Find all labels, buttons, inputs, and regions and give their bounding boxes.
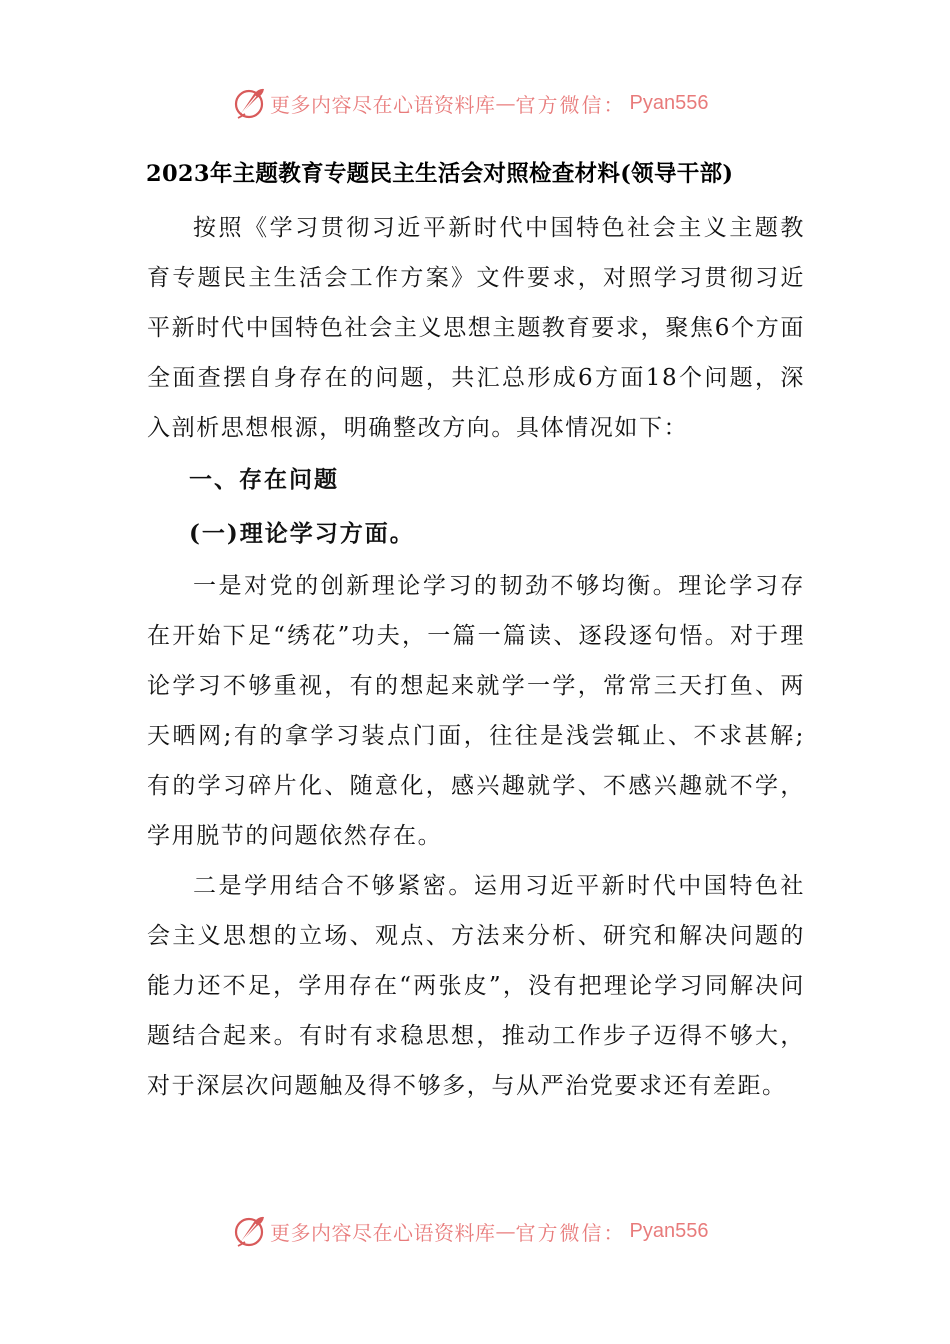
point-two-paragraph: 二是学用结合不够紧密。运用习近平新时代中国特色社会主义思想的立场、观点、方法来分析、研究和解决问题的能力还不足，学用存在“两张皮”，没有把理论学习同解决问题结合起来。有时有求稳思想，推动工作步子迈得不够大，对于深层次问题触及得不够多，与从严治党要求还有差距。 [147, 873, 805, 1099]
watermark-site-text: 更多内容尽在心语资料库 [270, 92, 496, 117]
intro-paragraph: 按照《学习贯彻习近平新时代中国特色社会主义主题教育专题民主生活会工作方案》文件要求，对照学习贯彻习近平新时代中国特色社会主义思想主题教育要求，聚焦6个方面全面查摆自身存在的问题，共汇总形成6方面18个问题，深入剖析思想根源，明确整改方向。具体情况如下： [147, 215, 805, 441]
watermark-label: 官方微信： [515, 92, 626, 117]
watermark-separator: — [495, 91, 516, 115]
watermark-site-text: 更多内容尽在心语资料库 [270, 1220, 496, 1245]
quill-pen-in-circle-icon [232, 1213, 268, 1249]
watermark-handle: Pyan556 [629, 91, 709, 114]
subsection-heading: (一)理论学习方面。 [189, 520, 415, 547]
header-watermark [232, 83, 752, 123]
watermark-label: 官方微信： [515, 1220, 626, 1245]
watermark-separator: — [495, 1219, 516, 1243]
document-title: 2023年主题教育专题民主生活会对照检查材料(领导干部) [146, 161, 734, 187]
quill-pen-in-circle-icon [232, 85, 268, 121]
footer-watermark [232, 1211, 752, 1251]
document-body [147, 203, 805, 1111]
point-one-paragraph: 一是对党的创新理论学习的韧劲不够均衡。理论学习存在开始下足“绣花”功夫，一篇一篇读、逐段逐句悟。对于理论学习不够重视，有的想起来就学一学，常常三天打鱼、两天晒网;有的拿学习装点门面，往往是浅尝辄止、不求甚解;有的学习碎片化、随意化，感兴趣就学、不感兴趣就不学，学用脱节的问题依然存在。 [147, 573, 805, 849]
watermark-handle: Pyan556 [629, 1219, 709, 1242]
section-heading: 一、存在问题 [189, 466, 339, 493]
